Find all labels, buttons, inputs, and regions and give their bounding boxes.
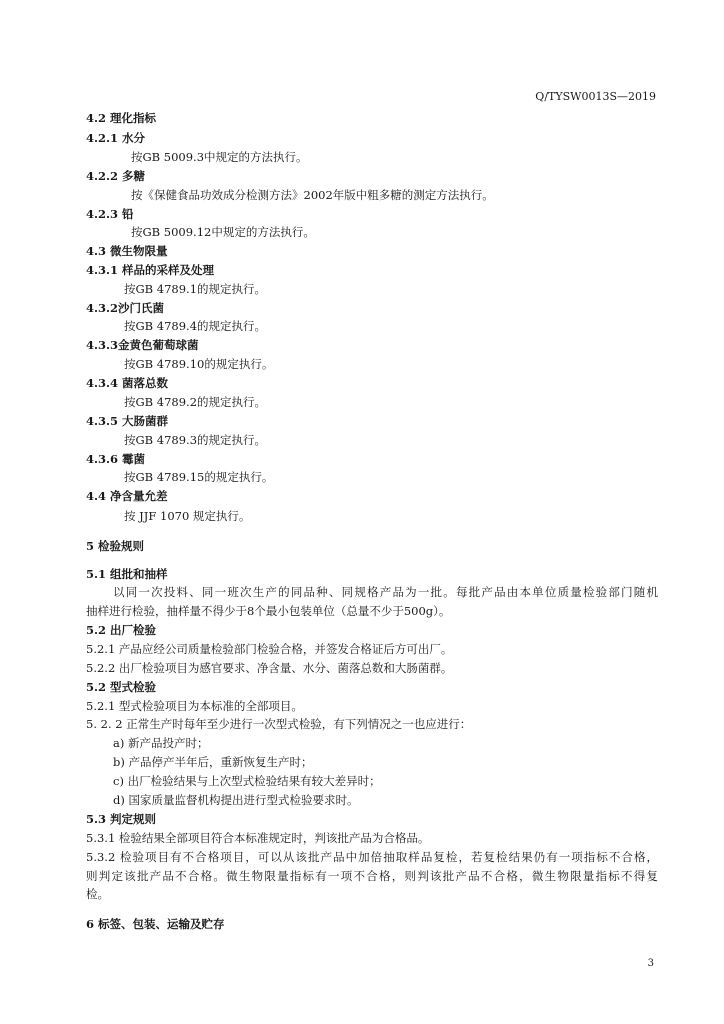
paragraph: 5.2.1 产品应经公司质量检验部门检验合格，并签发合格证后方可出厂。: [86, 642, 453, 656]
section-heading-4-2-3: 4.2.3 铅: [86, 207, 134, 221]
paragraph: 5.3.1 检验结果全部项目符合本标准规定时，判该批产品为合格品。: [86, 831, 430, 845]
paragraph: 5.3.2 检验项目有不合格项目，可以从该批产品中加倍抽取样品复检，若复检结果仍有一项指标不合格，: [86, 850, 658, 864]
section-heading-4-3-2: 4.3.2沙门氏菌: [86, 301, 165, 315]
list-item: a) 新产品投产时；: [113, 736, 209, 750]
paragraph: 按GB 4789.1的规定执行。: [124, 282, 267, 296]
paragraph: 按GB 4789.2的规定执行。: [124, 395, 267, 409]
paragraph: 按GB 4789.15的规定执行。: [124, 470, 274, 484]
section-heading-4-2-2: 4.2.2 多糖: [86, 169, 146, 183]
section-heading-5: 5 检验规则: [86, 539, 145, 553]
paragraph: 按GB 4789.4的规定执行。: [124, 319, 267, 333]
section-heading-5-2: 5.2 出厂检验: [86, 623, 157, 637]
section-heading-4-2-1: 4.2.1 水分: [86, 131, 146, 145]
section-heading-4-3-1: 4.3.1 样品的采样及处理: [86, 263, 215, 277]
section-heading-4-3-4: 4.3.4 菌落总数: [86, 376, 169, 390]
list-item: b) 产品停产半年后，重新恢复生产时；: [113, 755, 313, 769]
section-heading-5-2-type: 5.2 型式检验: [86, 680, 157, 694]
section-heading-5-1: 5.1 组批和抽样: [86, 567, 168, 581]
section-heading-4-4: 4.4 净含量允差: [86, 489, 168, 503]
paragraph: 以同一次投料、同一班次生产的同品种、同规格产品为一批。每批产品由本单位质量检验部门随机: [113, 585, 658, 599]
paragraph: 按 JJF 1070 规定执行。: [124, 509, 251, 523]
section-heading-4-3-3: 4.3.3金黄色葡萄球菌: [86, 338, 199, 352]
paragraph: 按GB 4789.10的规定执行。: [124, 357, 274, 371]
paragraph: 按GB 5009.12中规定的方法执行。: [131, 225, 315, 239]
list-item: d) 国家质量监督机构提出进行型式检验要求时。: [113, 793, 359, 807]
paragraph: 按GB 4789.3的规定执行。: [124, 433, 267, 447]
section-heading-4-3-6: 4.3.6 霉菌: [86, 452, 146, 466]
paragraph: 检。: [86, 887, 109, 901]
paragraph: 抽样进行检验，抽样量不得少于8个最小包装单位（总量不少于500g）。: [86, 604, 451, 618]
section-heading-6: 6 标签、包装、运输及贮存: [86, 917, 225, 931]
list-item: c) 出厂检验结果与上次型式检验结果有较大差异时；: [113, 774, 381, 788]
paragraph: 按GB 5009.3中规定的方法执行。: [131, 150, 308, 164]
paragraph: 5.2.2 出厂检验项目为感官要求、净含量、水分、菌落总数和大肠菌群。: [86, 661, 453, 675]
section-heading-5-3: 5.3 判定规则: [86, 812, 157, 826]
paragraph: 则判定该批产品不合格。微生物限量指标有一项不合格，则判该批产品不合格，微生物限量指标不得复: [86, 869, 658, 883]
section-heading-4-2: 4.2 理化指标: [86, 111, 157, 125]
page-number: 3: [647, 958, 654, 969]
section-heading-4-3-5: 4.3.5 大肠菌群: [86, 414, 169, 428]
paragraph: 5.2.1 型式检验项目为本标准的全部项目。: [86, 699, 303, 713]
paragraph: 5. 2. 2 正常生产时每年至少进行一次型式检验，有下列情况之一也应进行：: [86, 717, 472, 731]
section-heading-4-3: 4.3 微生物限量: [86, 244, 168, 258]
document-code-header: Q/TYSW0013S—2019: [535, 90, 656, 103]
paragraph: 按《保健食品功效成分检测方法》2002年版中粗多糖的测定方法执行。: [131, 188, 494, 202]
